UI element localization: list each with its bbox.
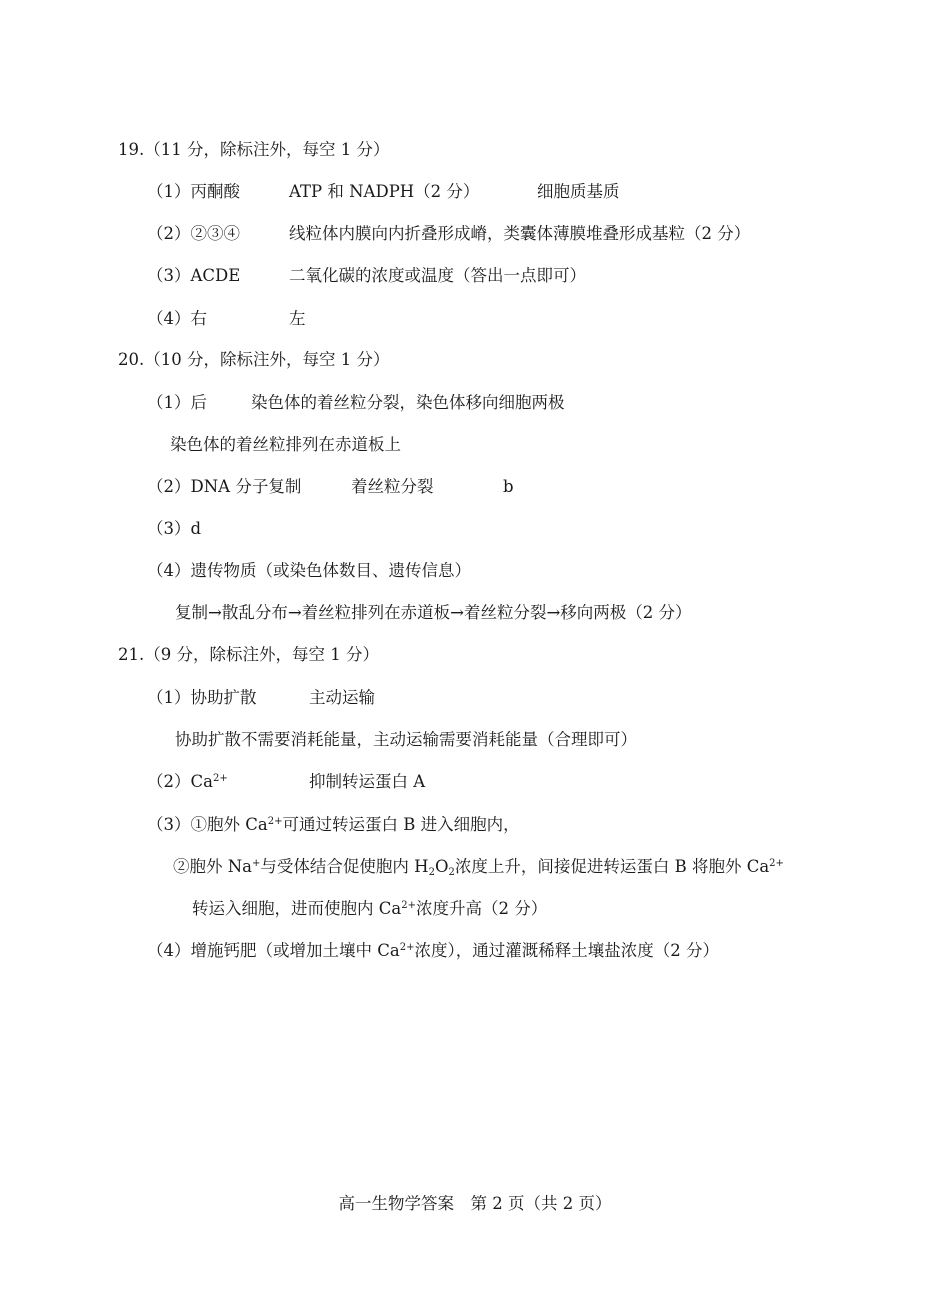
q19-p1-answer2: ATP 和 NADPH（2 分） [289, 182, 480, 201]
q20-p1-answer2: 染色体的着丝粒分裂，染色体移向细胞两极 [251, 393, 565, 412]
q20-p1-label: （1）后 [147, 393, 207, 412]
q21-header: 21.（9 分，除标注外，每空 1 分） [118, 645, 379, 664]
q20-p1-continuation: 染色体的着丝粒排列在赤道板上 [170, 435, 401, 454]
q20-p2-label: （2）DNA 分子复制 [147, 477, 302, 496]
q21-p3-line2: ②胞外 Na+与受体结合促使胞内 $H_2O_2$浓度上升，间接促进转运蛋白 B 将胞外 $Ca^{2+}$ [173, 857, 784, 878]
q19-p1-answer3: 细胞质基质 [537, 182, 620, 201]
q21-p2-label: $(2)Ca^{2+}$ [147, 772, 228, 791]
q20-p2-answer3: b [503, 477, 514, 496]
q21-p1-label: （1）协助扩散 [147, 688, 257, 707]
q21-p2-answer2: 抑制转运蛋白 A [309, 772, 426, 791]
q21-p3-line3: 转运入细胞，进而使胞内 $Ca^{2+}$浓度升高（2 分） [192, 899, 548, 918]
q19-p4-label: （4）右 [147, 309, 207, 328]
q19-p2-label: （2）②③④ [147, 224, 240, 243]
q19-p3-label: （3）ACDE [147, 266, 241, 285]
q20-part4: （4）遗传物质（或染色体数目、遗传信息） [147, 561, 471, 580]
q21-p1-continuation: 协助扩散不需要消耗能量，主动运输需要消耗能量（合理即可） [175, 730, 637, 749]
page-footer: 高一生物学答案 第 2 页（共 2 页） [338, 1194, 612, 1213]
q19-p3-answer2: 二氧化碳的浓度或温度（答出一点即可） [289, 266, 586, 285]
q20-p2-answer2: 着丝粒分裂 [351, 477, 434, 496]
q20-part3: （3）d [147, 519, 202, 538]
q19-p1-label: （1）丙酮酸 [147, 182, 240, 201]
q21-p1-answer2: 主动运输 [309, 688, 375, 707]
q20-header: 20.（10 分，除标注外，每空 1 分） [118, 350, 390, 369]
q19-p2-answer2: 线粒体内膜向内折叠形成嵴，类囊体薄膜堆叠形成基粒（2 分） [289, 224, 751, 243]
q19-p4-answer2: 左 [289, 309, 306, 328]
q21-part4: （4）增施钙肥（或增加土壤中 $Ca^{2+}$浓度），通过灌溉稀释土壤盐浓度（2 分） [147, 941, 719, 960]
q20-p4-continuation: 复制→散乱分布→着丝粒排列在赤道板→着丝粒分裂→移向两极（2 分） [175, 603, 692, 622]
q21-p3-line1: （3）①胞外 $Ca^{2+}$可通过转运蛋白 B 进入细胞内， [147, 815, 520, 834]
q19-header: 19.（11 分，除标注外，每空 1 分） [118, 140, 390, 159]
